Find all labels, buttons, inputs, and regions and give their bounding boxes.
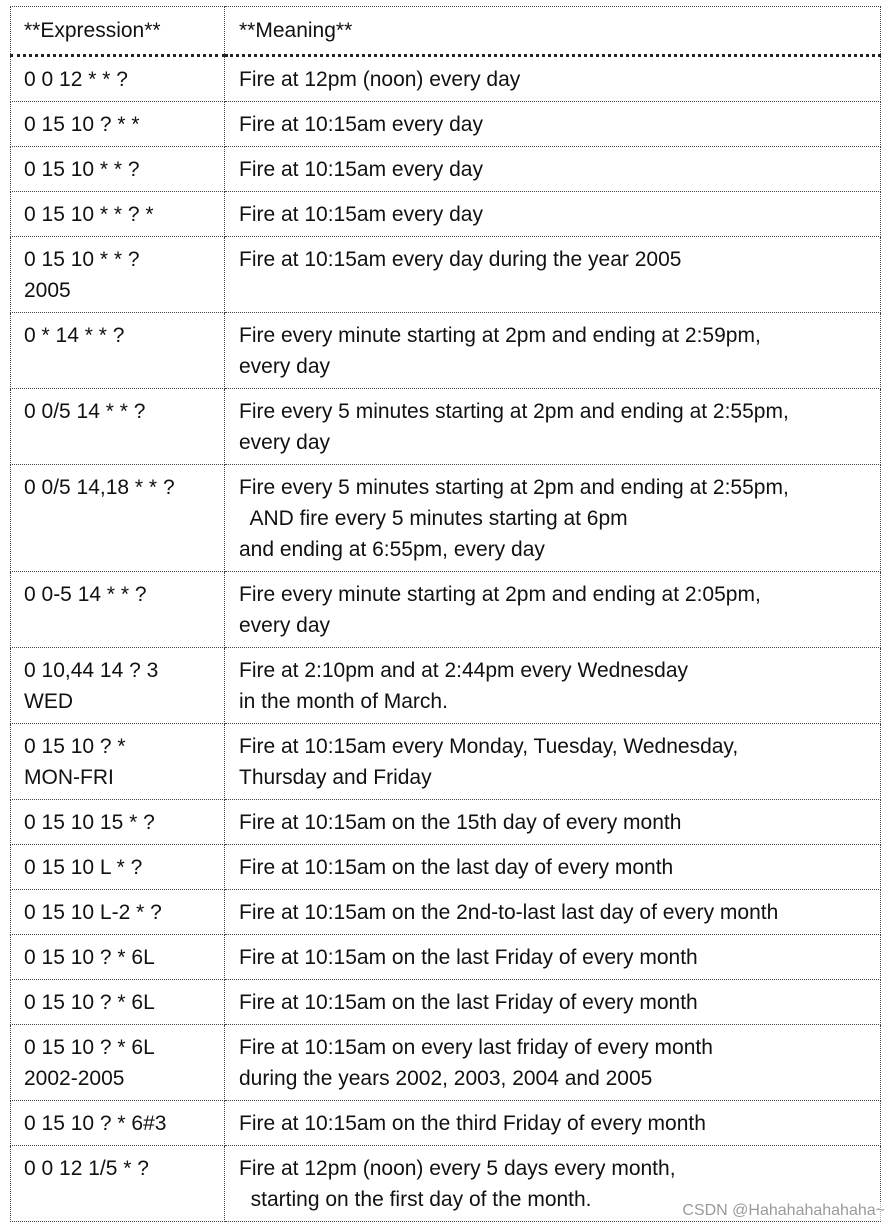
table-row [11, 102, 881, 147]
expression-cell: 0 15 10 * * ? * [11, 192, 225, 237]
table-header-row [11, 7, 881, 56]
table-row [11, 237, 881, 313]
meaning-cell: Fire at 10:15am every day [225, 102, 881, 147]
expression-cell: 0 15 10 ? * 6L [11, 935, 225, 980]
meaning-cell: Fire at 10:15am every day [225, 192, 881, 237]
expression-cell: 0 15 10 * * ? [11, 147, 225, 192]
meaning-cell: Fire at 10:15am on the last Friday of every month [225, 980, 881, 1025]
table-row [11, 56, 881, 102]
meaning-cell: Fire at 10:15am every day [225, 147, 881, 192]
meaning-cell: Fire every 5 minutes starting at 2pm and ending at 2:55pm, AND fire every 5 minutes starting at 6pm and ending at 6:55pm, every day [225, 465, 881, 572]
meaning-cell: Fire at 2:10pm and at 2:44pm every Wednesday in the month of March. [225, 648, 881, 724]
table-row [11, 935, 881, 980]
meaning-cell: Fire at 12pm (noon) every 5 days every month, starting on the first day of the month. [225, 1146, 881, 1222]
meaning-cell: Fire at 12pm (noon) every day [225, 56, 881, 102]
expression-cell: 0 0 12 * * ? [11, 56, 225, 102]
meaning-cell: Fire at 10:15am every Monday, Tuesday, Wednesday, Thursday and Friday [225, 724, 881, 800]
meaning-cell: Fire at 10:15am on the 15th day of every month [225, 800, 881, 845]
expression-cell: 0 10,44 14 ? 3 WED [11, 648, 225, 724]
meaning-cell: Fire at 10:15am on every last friday of every month during the years 2002, 2003, 2004 and 2005 [225, 1025, 881, 1101]
expression-cell: 0 * 14 * * ? [11, 313, 225, 389]
meaning-cell: Fire every minute starting at 2pm and ending at 2:05pm, every day [225, 572, 881, 648]
expression-cell: 0 15 10 ? * MON-FRI [11, 724, 225, 800]
table-row [11, 572, 881, 648]
table-row [11, 890, 881, 935]
table-row [11, 980, 881, 1025]
cron-table-container [10, 6, 881, 1222]
table-row [11, 1101, 881, 1146]
table-row [11, 845, 881, 890]
meaning-cell: Fire every 5 minutes starting at 2pm and ending at 2:55pm, every day [225, 389, 881, 465]
expression-cell: 0 15 10 ? * * [11, 102, 225, 147]
watermark: CSDN @Hahahahahahaha~ [682, 1202, 885, 1219]
meaning-cell: Fire at 10:15am on the third Friday of every month [225, 1101, 881, 1146]
expression-cell: 0 0-5 14 * * ? [11, 572, 225, 648]
header-expression: **Expression** [11, 7, 225, 56]
table-row [11, 313, 881, 389]
expression-cell: 0 15 10 ? * 6#3 [11, 1101, 225, 1146]
meaning-cell: Fire at 10:15am every day during the year 2005 [225, 237, 881, 313]
table-row [11, 800, 881, 845]
table-row [11, 192, 881, 237]
expression-cell: 0 15 10 L * ? [11, 845, 225, 890]
table-row [11, 465, 881, 572]
expression-cell: 0 15 10 L-2 * ? [11, 890, 225, 935]
cron-expression-table [10, 6, 881, 1222]
table-row [11, 648, 881, 724]
expression-cell: 0 0 12 1/5 * ? [11, 1146, 225, 1222]
table-row [11, 1025, 881, 1101]
expression-cell: 0 15 10 ? * 6L 2002-2005 [11, 1025, 225, 1101]
table-row [11, 147, 881, 192]
meaning-cell: Fire every minute starting at 2pm and ending at 2:59pm, every day [225, 313, 881, 389]
expression-cell: 0 0/5 14,18 * * ? [11, 465, 225, 572]
expression-cell: 0 0/5 14 * * ? [11, 389, 225, 465]
meaning-cell: Fire at 10:15am on the last Friday of every month [225, 935, 881, 980]
expression-cell: 0 15 10 ? * 6L [11, 980, 225, 1025]
table-row [11, 724, 881, 800]
meaning-cell: Fire at 10:15am on the last day of every month [225, 845, 881, 890]
expression-cell: 0 15 10 * * ? 2005 [11, 237, 225, 313]
table-row [11, 389, 881, 465]
meaning-cell: Fire at 10:15am on the 2nd-to-last last day of every month [225, 890, 881, 935]
expression-cell: 0 15 10 15 * ? [11, 800, 225, 845]
header-meaning: **Meaning** [225, 7, 881, 56]
